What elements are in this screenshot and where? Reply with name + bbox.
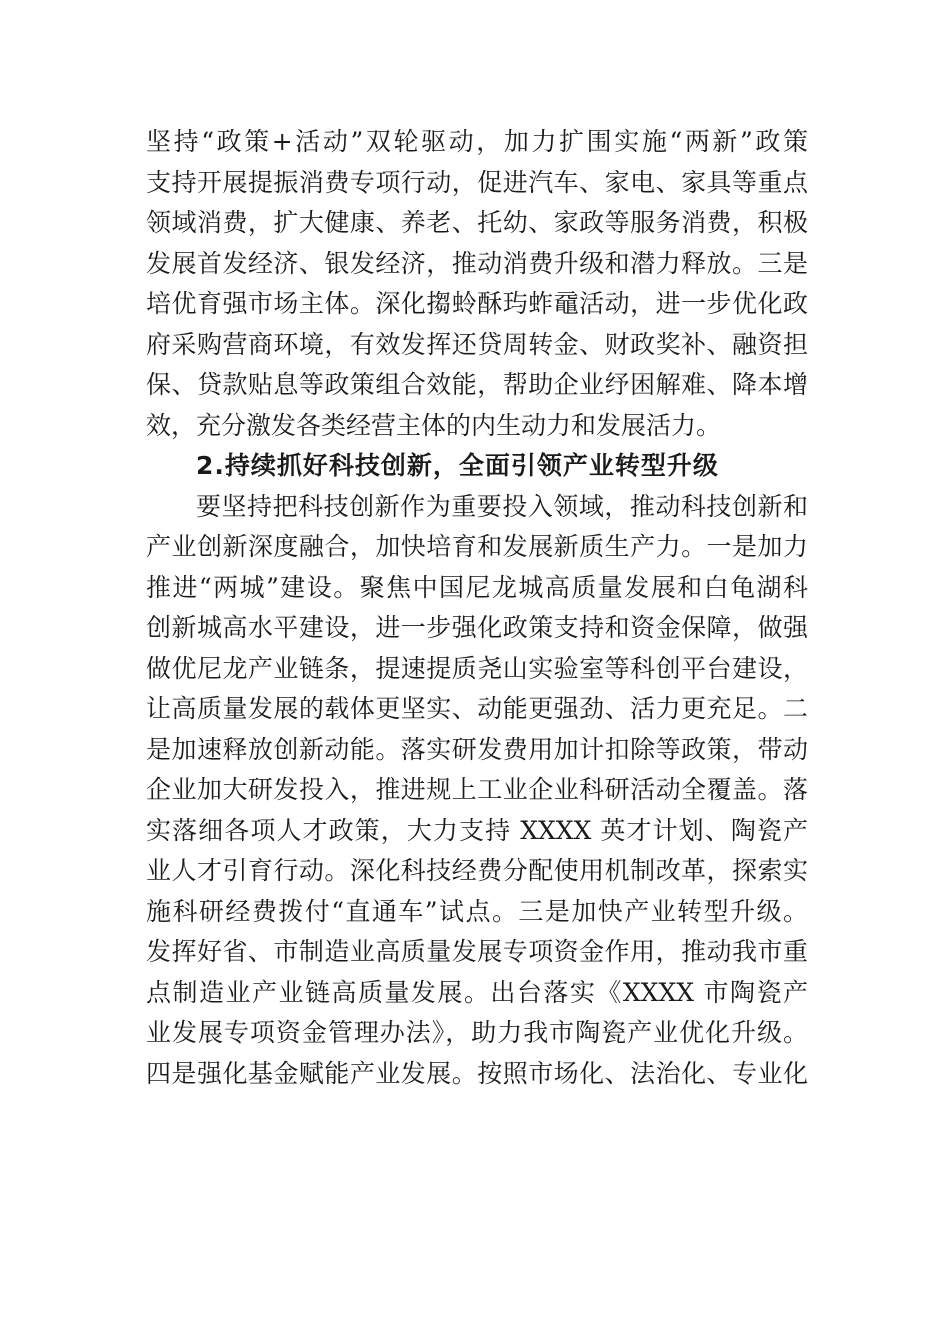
paragraph-1 <box>146 122 808 446</box>
document-body <box>146 122 808 1094</box>
text-line: 支持开展提振消费专项行动，促进汽车、家电、家具等重点 <box>146 167 808 197</box>
text-line: 推进“两城”建设。聚焦中国尼龙城高质量发展和白龟湖科 <box>146 572 808 602</box>
text-line: 施科研经费拨付“直通车”试点。三是加快产业转型升级。 <box>146 896 808 926</box>
text-line: 效，充分激发各类经营主体的内生动力和发展活力。 <box>146 410 722 440</box>
text-line: 做优尼龙产业链条，提速提质尧山实验室等科创平台建设， <box>146 653 808 683</box>
text-line: 业人才引育行动。深化科技经费分配使用机制改革，探索实 <box>146 856 808 885</box>
text-line: 培优育强市场主体。深化搊蛉酥玙蚱黿活动，进一步优化政 <box>146 289 808 318</box>
text-line: 产业创新深度融合，加快培育和发展新质生产力。一是加力 <box>146 532 808 561</box>
text-line: 坚持“政策+活动”双轮驱动，加力扩围实施“两新”政策 <box>146 127 808 156</box>
text-line: 让高质量发展的载体更坚实、动能更强劲、活力更充足。二 <box>146 694 808 723</box>
text-line: 实落细各项人才政策，大力支持 XXXX 英才计划、陶瓷产 <box>146 815 808 845</box>
text-line: 要坚持把科技创新作为重要投入领域，推动科技创新和 <box>196 491 808 521</box>
text-line: 业发展专项资金管理办法》，助力我市陶瓷产业优化升级。 <box>146 1018 808 1047</box>
text-line: 领域消费，扩大健康、养老、托幼、家政等服务消费，积极 <box>146 208 808 237</box>
text-line: 四是强化基金赋能产业发展。按照市场化、法治化、专业化 <box>146 1058 808 1088</box>
text-line: 点制造业产业链高质量发展。出台落实《XXXX 市陶瓷产 <box>146 977 808 1007</box>
text-line: 创新城高水平建设，进一步强化政策支持和资金保障，做强 <box>146 613 808 642</box>
text-line: 发展首发经济、银发经济，推动消费升级和潜力释放。三是 <box>146 248 808 278</box>
paragraph-2 <box>146 487 808 1095</box>
text-line: 保、贷款贴息等政策组合效能，帮助企业纾困解难、降本增 <box>146 370 808 399</box>
section-heading: 2.持续抓好科技创新，全面引领产业转型升级 <box>196 451 719 480</box>
text-line: 府采购营商环境，有效发挥还贷周转金、财政奖补、融资担 <box>146 329 808 359</box>
text-line: 是加速释放创新动能。落实研发费用加计扣除等政策，带动 <box>146 734 808 764</box>
text-line: 发挥好省、市制造业高质量发展专项资金作用，推动我市重 <box>146 937 808 966</box>
text-line: 企业加大研发投入，推进规上工业企业科研活动全覆盖。落 <box>146 775 808 804</box>
